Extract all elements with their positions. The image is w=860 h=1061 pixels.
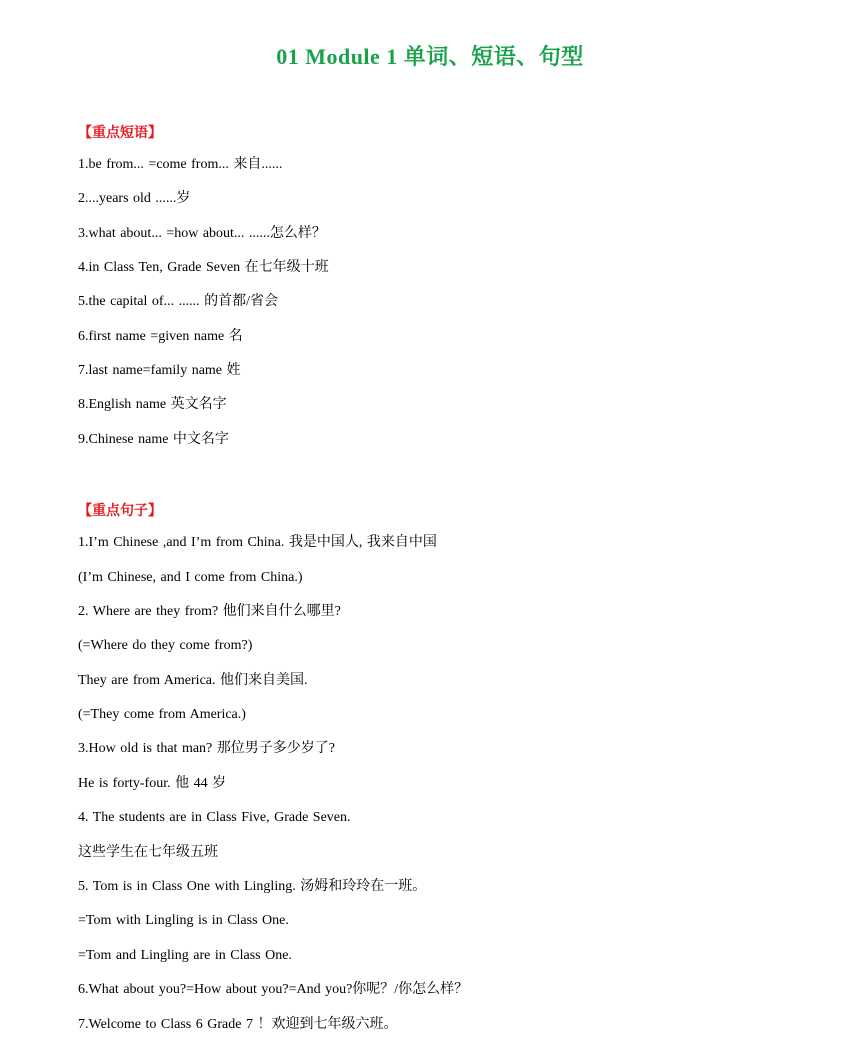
phrase-item: 9.Chinese name 中文名字	[78, 432, 229, 447]
phrase-item: 7.last name=family name 姓	[78, 363, 241, 378]
phrase-item: 8.English name 英文名字	[78, 397, 227, 412]
phrase-item: 2....years old ......岁	[78, 191, 191, 206]
sentence-item: =Tom with Lingling is in Class One.	[78, 913, 289, 928]
sentence-item: 1.I’m Chinese ,and I’m from China. 我是中国人, 我来自中国	[78, 535, 437, 550]
phrase-item: 6.first name =given name 名	[78, 329, 243, 344]
phrase-item: 5.the capital of... ...... 的首都/省会	[78, 294, 278, 309]
sentence-item: 7.Welcome to Class 6 Grade 7 ！欢迎到七年级六班。	[78, 1017, 398, 1032]
phrases-heading: 【重点短语】	[78, 126, 162, 141]
phrase-item: 3.what about... =how about... ......怎么样？	[78, 226, 326, 241]
sentence-item: They are from America. 他们来自美国.	[78, 673, 308, 688]
sentences-heading: 【重点句子】	[78, 504, 162, 519]
sentence-item: (=They come from America.)	[78, 707, 246, 722]
sentence-item: 这些学生在七年级五班	[78, 845, 218, 860]
sentence-item: 5. Tom is in Class One with Lingling. 汤姆和玲玲在一班。	[78, 879, 427, 894]
phrase-item: 4.in Class Ten, Grade Seven 在七年级十班	[78, 260, 329, 275]
sentence-item: He is forty-four. 他 44 岁	[78, 776, 227, 791]
sentence-item: 2. Where are they from? 他们来自什么哪里?	[78, 604, 341, 619]
sentence-item: (I’m Chinese, and I come from China.)	[78, 570, 303, 585]
sentence-item: 3.How old is that man? 那位男子多少岁了?	[78, 741, 335, 756]
sentence-item: 6.What about you?=How about you?=And you?你呢？/你怎么样？	[78, 982, 469, 997]
document-title: 01 Module 1 单词、短语、句型	[276, 44, 584, 69]
sentence-item: 4. The students are in Class Five, Grade Seven.	[78, 810, 351, 825]
sentence-item: =Tom and Lingling are in Class One.	[78, 948, 292, 963]
sentence-item: (=Where do they come from?)	[78, 638, 253, 653]
phrase-item: 1.be from... =come from... 来自......	[78, 157, 283, 172]
